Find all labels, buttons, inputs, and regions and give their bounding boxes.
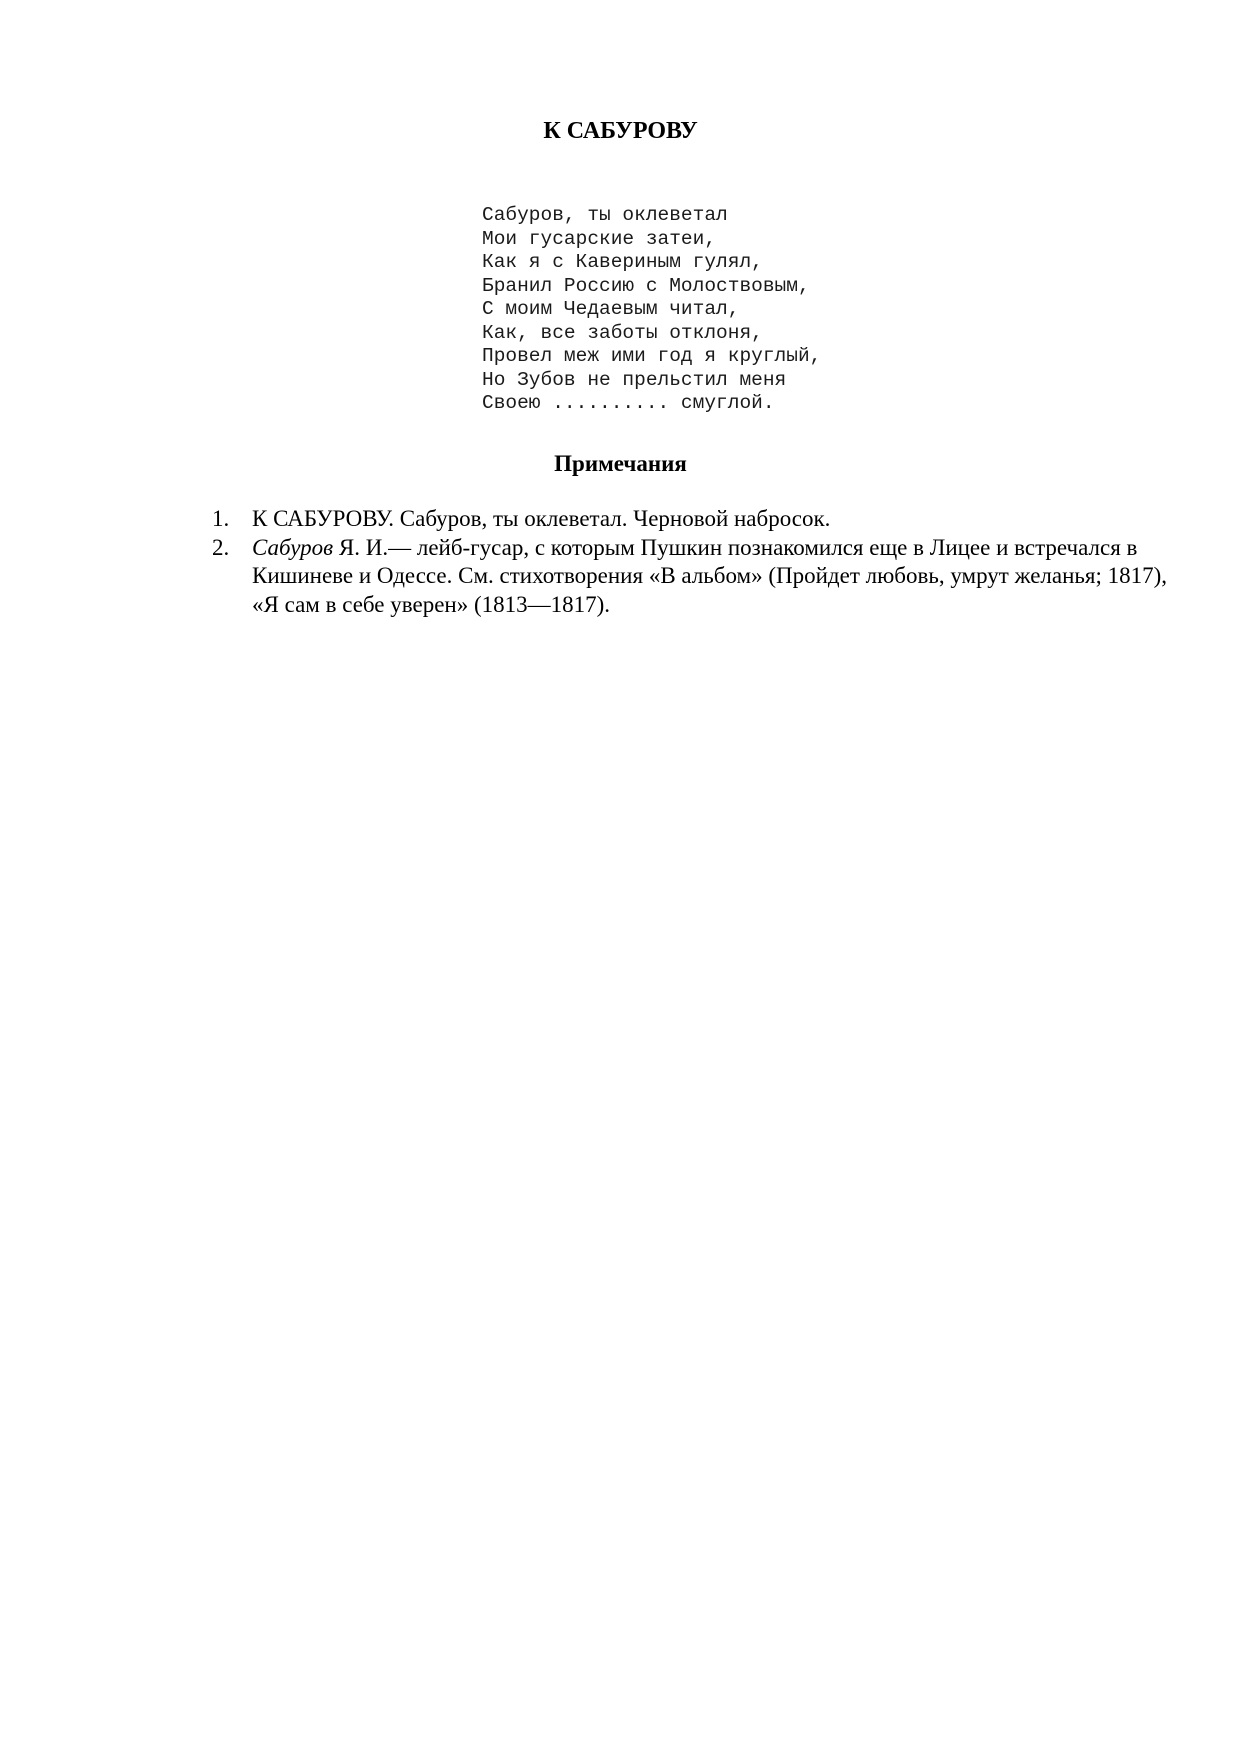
poem-line: Но Зубов не прельстил меня: [482, 368, 787, 391]
note-item: [212, 505, 1172, 534]
note-italic-name: Сабуров: [252, 534, 334, 560]
poem-line: Как, все заботы отклоня,: [482, 321, 763, 344]
poem-line: С моим Чедаевым читал,: [482, 298, 740, 320]
note-text: Я. И.— лейб-гусар, с которым Пушкин познакомился еще в Лицее и встречался в Кишиневе и Одессе. См. стихотворения «В альбом» (Пройдет любовь, умрут желанья; 1817), «Я сам в себе уверен» (1813—1817).: [252, 534, 1168, 617]
notes-list: [212, 505, 1172, 619]
note-number: 1.: [212, 506, 230, 531]
note-text: К САБУРОВУ. Сабуров, ты оклеветал. Черновой набросок.: [252, 506, 831, 531]
note-text-container: [252, 534, 1172, 620]
note-item: [212, 534, 1172, 620]
note-number: 2.: [212, 534, 230, 560]
poem-title: К САБУРОВУ: [543, 118, 698, 144]
poem-text: [482, 204, 821, 416]
notes-heading: Примечания: [554, 451, 687, 476]
poem-line: Мои гусарские затеи,: [482, 227, 717, 250]
poem-line: Провел меж ими год я круглый,: [482, 345, 822, 367]
poem-line: Своею .......... смуглой.: [482, 392, 775, 414]
poem-line: Сабуров, ты оклеветал: [482, 204, 728, 226]
poem-line: Как я с Кавериным гулял,: [482, 251, 763, 273]
poem-line: Бранил Россию с Молоствовым,: [482, 274, 810, 297]
